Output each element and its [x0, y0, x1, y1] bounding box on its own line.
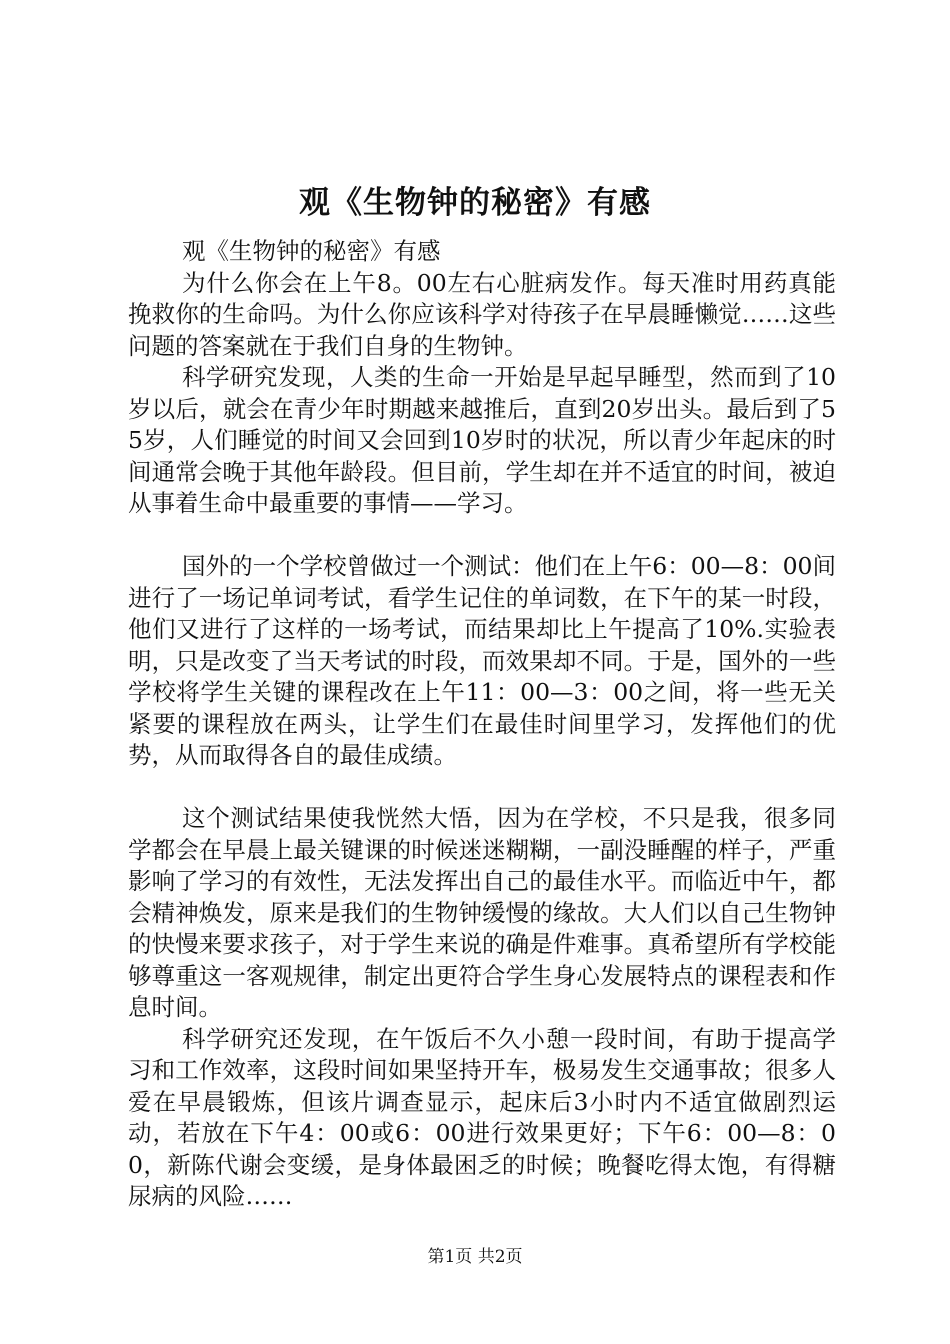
- document-title: 观《生物钟的秘密》有感: [299, 185, 651, 221]
- page-footer: 第1页 共2页: [427, 1247, 523, 1267]
- paragraph-more-research: 科学研究还发现，在午饭后不久小憩一段时间，有助于提高学习和工作效率，这段时间如果坚持开车，极易发生交通事故；很多人爱在早晨锻炼，但该片调查显示，起床后3小时内不适宜做剧烈运动，若放在下午4：00或6：00进行效果更好；下午6：00—8：00，新陈代谢会变缓，是身体最困乏的时候；晚餐吃得太饱，有得糖尿病的风险……: [128, 1024, 836, 1210]
- paragraph-test: 国外的一个学校曾做过一个测试：他们在上午6：00—8：00间进行了一场记单词考试，看学生记住的单词数，在下午的某一时段，他们又进行了这样的一场考试，而结果却比上午提高了10%.实验表明，只是改变了当天考试的时段，而效果却不同。于是，国外的一些学校将学生关键的课程改在上午11：00—3：00之间，将一些无关紧要的课程放在两头，让学生们在最佳时间里学习，发挥他们的优势，从而取得各自的最佳成绩。: [128, 552, 836, 769]
- paragraph-reflection: 这个测试结果使我恍然大悟，因为在学校，不只是我，很多同学都会在早晨上最关键课的时候迷迷糊糊，一副没睡醒的样子，严重影响了学习的有效性，无法发挥出自己的最佳水平。而临近中午，都会精神焕发，原来是我们的生物钟缓慢的缘故。大人们以自己生物钟的快慢来要求孩子，对于学生来说的确是件难事。真希望所有学校能够尊重这一客观规律，制定出更符合学生身心发展特点的课程表和作息时间。: [128, 804, 836, 1021]
- document-body: [128, 236, 836, 1213]
- paragraph-intro: 为什么你会在上午8。00左右心脏病发作。每天准时用药真能挽救你的生命吗。为什么你应该科学对待孩子在早晨睡懒觉……这些问题的答案就在于我们自身的生物钟。: [128, 268, 836, 360]
- paragraph-subtitle: 观《生物钟的秘密》有感: [182, 237, 441, 265]
- paragraph-research: 科学研究发现，人类的生命一开始是早起早睡型，然而到了10岁以后，就会在青少年时期越来越推后，直到20岁出头。最后到了55岁，人们睡觉的时间又会回到10岁时的状况，所以青少年起床的时间通常会晚于其他年龄段。但目前，学生却在并不适宜的时间，被迫从事着生命中最重要的事情——学习。: [128, 363, 836, 517]
